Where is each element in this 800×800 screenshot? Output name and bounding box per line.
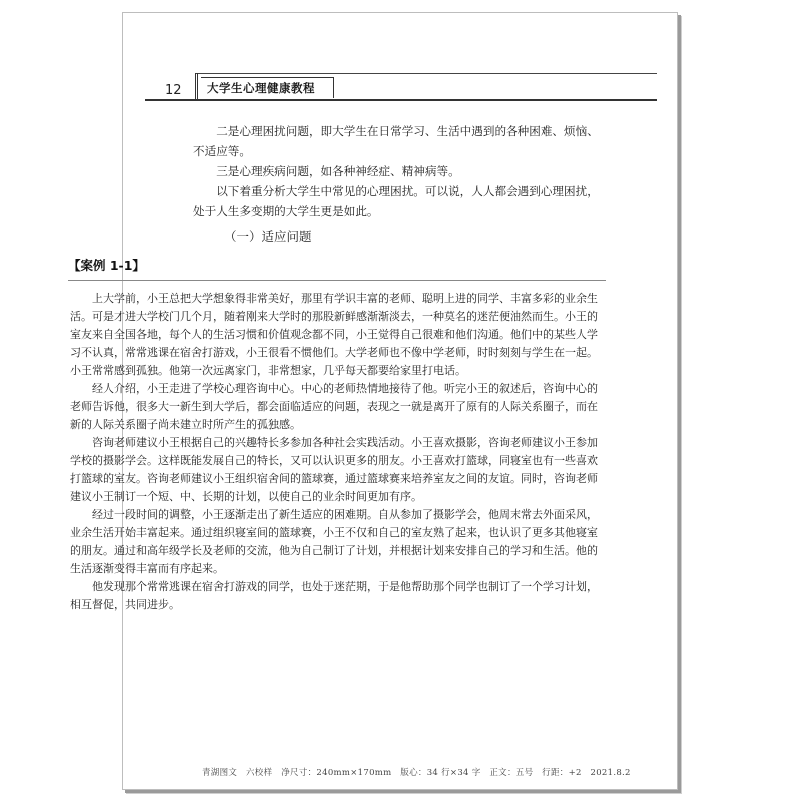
- section-heading: （一）适应问题: [224, 229, 312, 244]
- intro-paragraph: 以下着重分析大学生中常见的心理困扰。可以说，人人都会遇到心理困扰，处于人生多变期的大学生更是如此。: [193, 184, 599, 218]
- intro-paragraph: 二是心理困扰问题，即大学生在日常学习、生活中遇到的各种困难、烦恼、不适应等。: [193, 124, 599, 158]
- print-footer: 青湖图文 六校样 净尺寸：240mm×170mm 版心：34 行×34 字 正文：五号 行距：+2 2021.8.2: [202, 768, 631, 778]
- case-paragraph: 经过一段时间的调整，小王逐渐走出了新生适应的困难期。自从参加了摄影学会，他周末常去外面采风，业余生活开始丰富起来。通过组织寝室间的篮球赛，小王不仅和自己的室友熟了起来，也认识了更多其他寝室的朋友。通过和高年级学长及老师的交流，他为自己制订了计划，并根据计划来安排自己的学习和生活。他的生活逐渐变得丰富而有序起来。: [70, 508, 598, 575]
- case-paragraph: 上大学前，小王总把大学想象得非常美好，那里有学识丰富的老师、聪明上进的同学、丰富多彩的业余生活。可是才进大学校门几个月，随着刚来大学时的那股新鲜感渐渐淡去，一种莫名的迷茫便油然而生。小王的室友来自全国各地，每个人的生活习惯和价值观念都不同，小王觉得自己很难和他们沟通。他们中的某些人学习不认真，常常逃课在宿舍打游戏，小王很看不惯他们。大学老师也不像中学老师，时时刻刻与学生在一起。小王常常感到孤独。他第一次远离家门，非常想家，几乎每天都要给家里打电话。: [70, 292, 598, 377]
- case-paragraph: 咨询老师建议小王根据自己的兴趣特长多参加各种社会实践活动。小王喜欢摄影，咨询老师建议小王参加学校的摄影学会。这样既能发展自己的特长，又可以认识更多的朋友。小王喜欢打篮球，同寝室也有一些喜欢打篮球的室友。咨询老师建议小王组织宿舍间的篮球赛，通过篮球赛来培养室友之间的友谊。同时，咨询老师建议小王制订一个短、中、长期的计划，以使自己的业余时间更加有序。: [70, 436, 598, 503]
- header-rule-bottom: [145, 99, 657, 101]
- case-paragraph: 他发现那个常常逃课在宿舍打游戏的同学，也处于迷茫期，于是他帮助那个同学也制订了一个学习计划，相互督促，共同进步。: [70, 580, 598, 611]
- book-title: 大学生心理健康教程: [207, 81, 315, 95]
- case-label: 【案例 1-1】: [68, 258, 145, 273]
- page-number: 12: [165, 83, 182, 98]
- intro-paragraph: 三是心理疾病问题，如各种神经症、精神病等。: [216, 164, 460, 178]
- running-header: [145, 73, 657, 101]
- intro-text: [193, 121, 607, 221]
- header-rule-top: [195, 73, 657, 74]
- case-body: [70, 290, 606, 614]
- case-divider: [68, 280, 606, 281]
- case-paragraph: 经人介绍，小王走进了学校心理咨询中心。中心的老师热情地接待了他。听完小王的叙述后，咨询中心的老师告诉他，很多大一新生到大学后，都会面临适应的问题，表现之一就是离开了原有的人际关系圈子，而在新的人际关系圈子尚未建立时所产生的孤独感。: [70, 382, 598, 431]
